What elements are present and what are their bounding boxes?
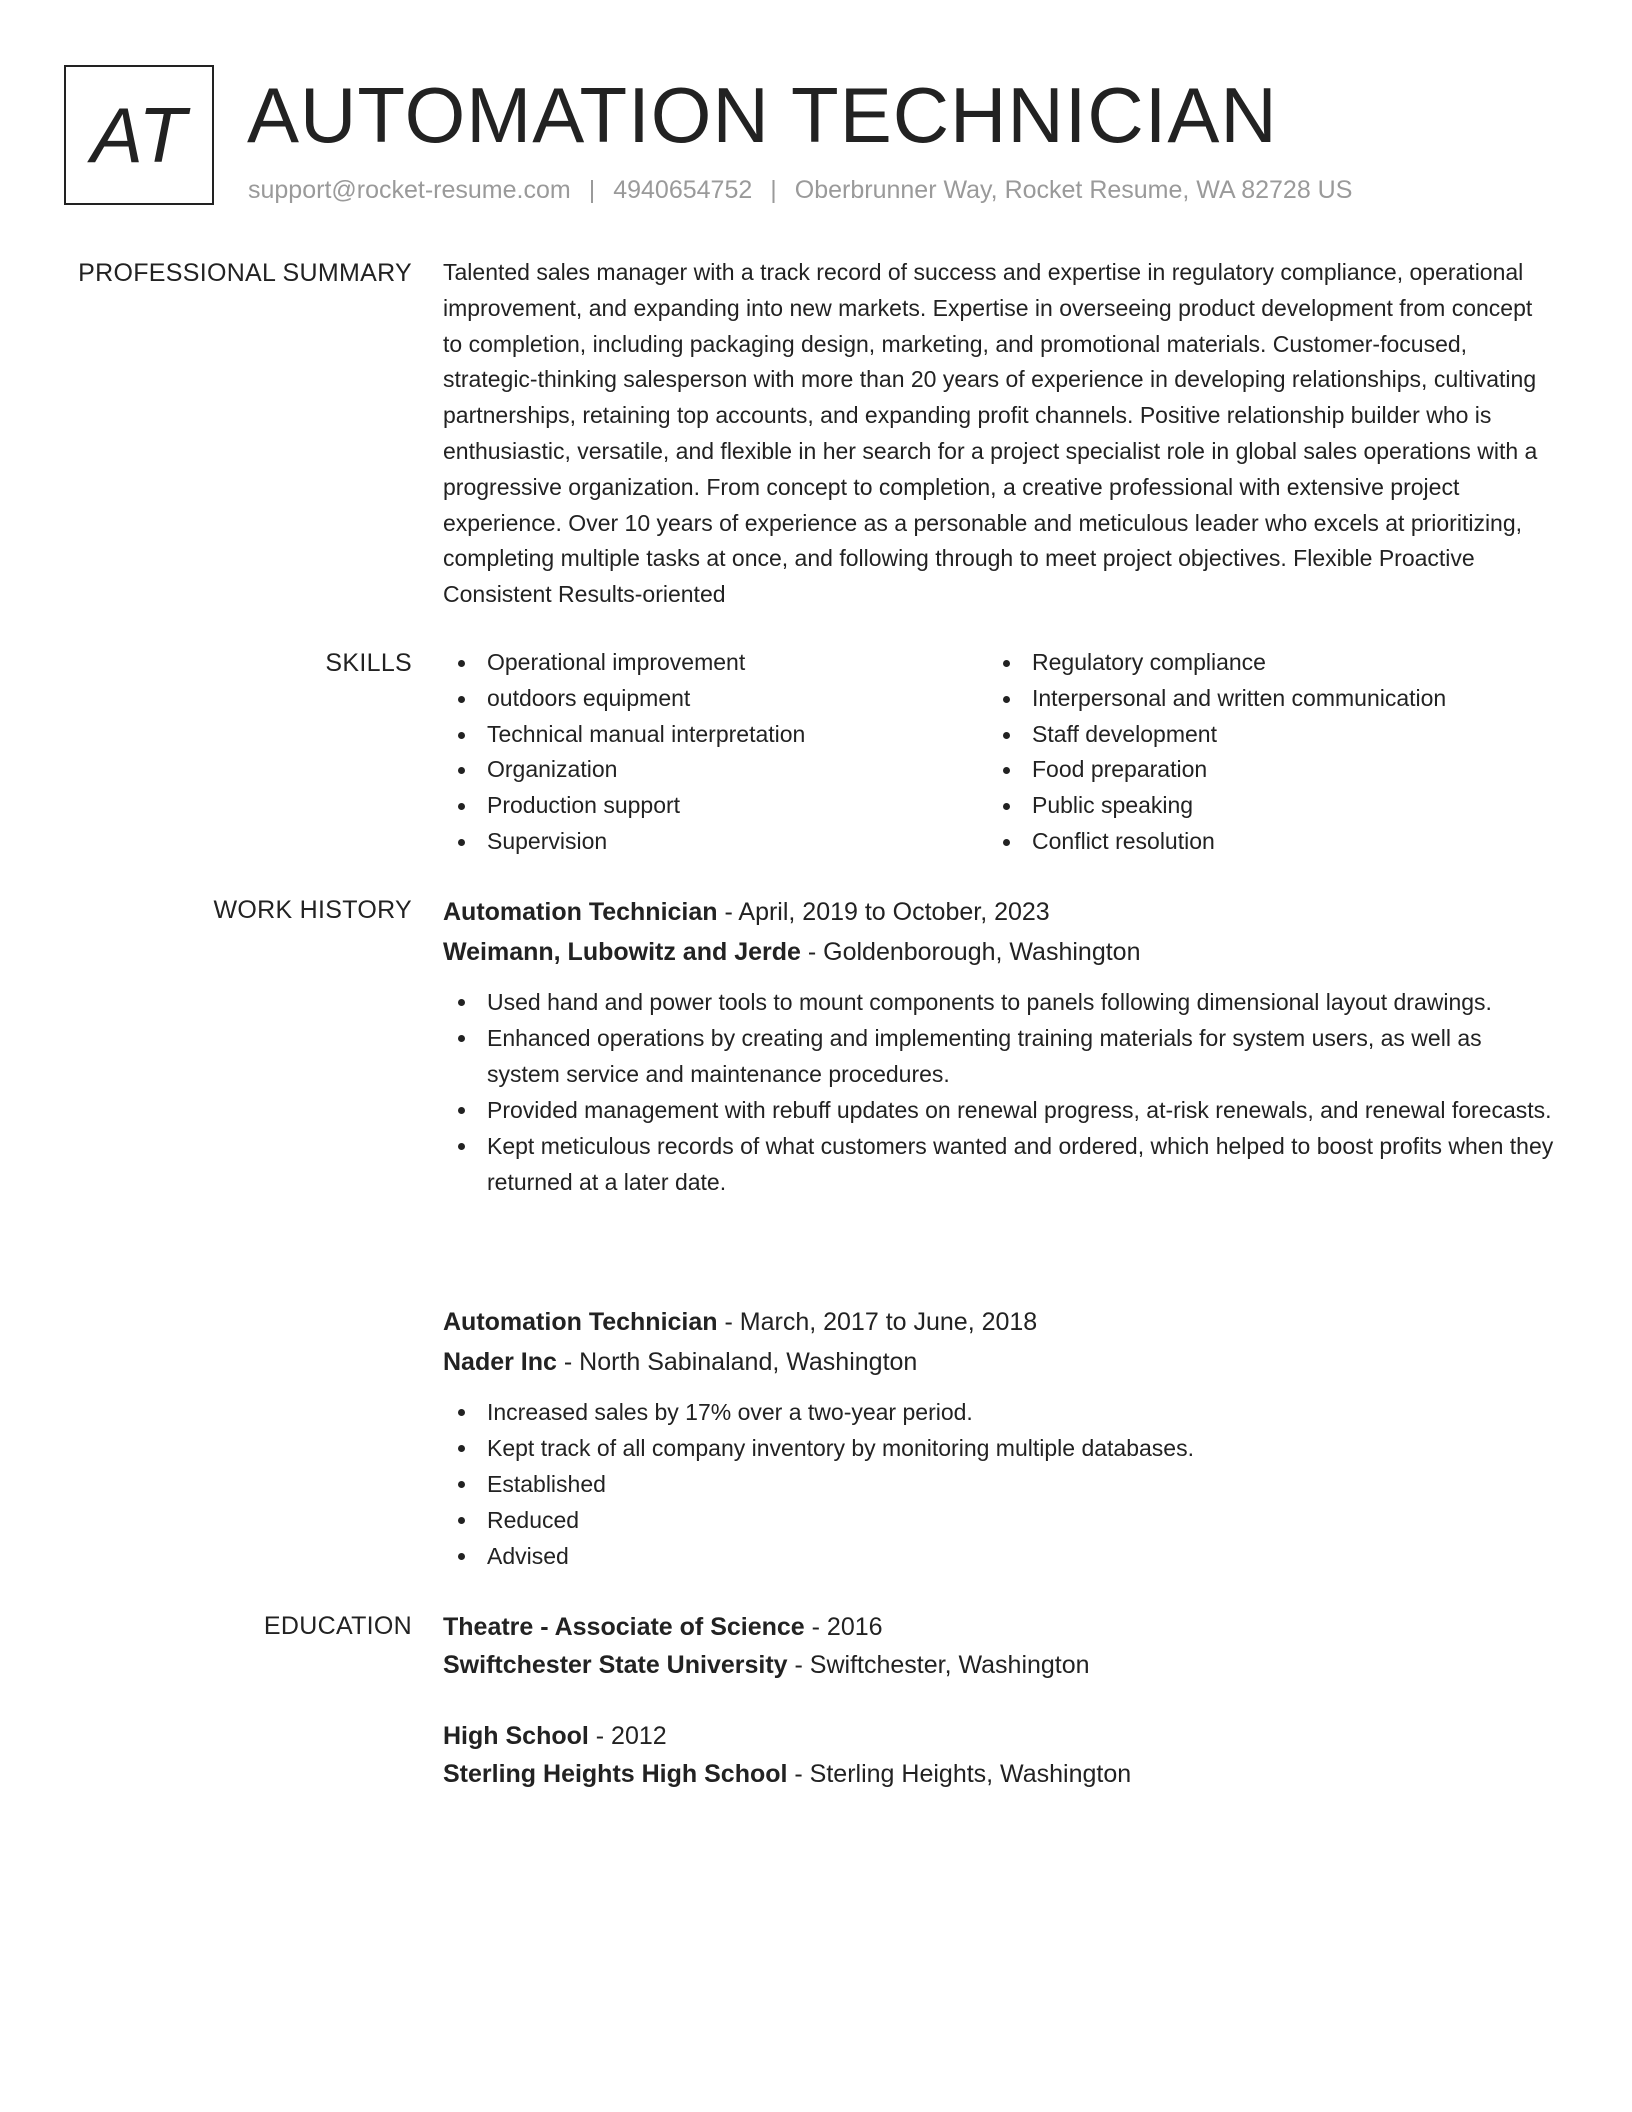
job-bullet: Enhanced operations by creating and implementing training materials for system users, as well as system service and maintenance procedures. xyxy=(443,1020,1555,1092)
job-bullet: Kept track of all company inventory by monitoring multiple databases. xyxy=(443,1430,1555,1466)
education-location: - Swiftchester, Washington xyxy=(787,1651,1090,1679)
contact-address: Oberbrunner Way, Rocket Resume, WA 82728 US xyxy=(794,176,1353,204)
skill-item: Technical manual interpretation xyxy=(443,717,988,753)
skills-list-left xyxy=(443,645,988,860)
skills-list-right xyxy=(988,645,1533,860)
candidate-name: AUTOMATION TECHNICIAN xyxy=(247,71,1278,159)
section-title-work: WORK HISTORY xyxy=(213,896,412,924)
skill-item: Conflict resolution xyxy=(988,824,1533,860)
skill-item: Food preparation xyxy=(988,752,1533,788)
education-school-line xyxy=(443,1646,1555,1684)
job-company: Weimann, Lubowitz and Jerde xyxy=(443,938,801,966)
skills-grid xyxy=(443,645,1555,860)
work-body-2 xyxy=(443,1302,1555,1574)
job-bullets xyxy=(443,984,1555,1200)
monogram-badge: AT xyxy=(64,65,214,205)
education-body-2 xyxy=(443,1717,1555,1793)
job-bullet: Reduced xyxy=(443,1502,1555,1538)
education-school: Swiftchester State University xyxy=(443,1651,788,1679)
skill-item: Operational improvement xyxy=(443,645,988,681)
education-degree: High School xyxy=(443,1722,589,1750)
summary-body xyxy=(443,255,1555,613)
job-bullet: Used hand and power tools to mount components to panels following dimensional layout drawings. xyxy=(443,984,1555,1020)
education-degree-line xyxy=(443,1717,1555,1755)
education-school-line xyxy=(443,1755,1555,1793)
section-title-summary: PROFESSIONAL SUMMARY xyxy=(78,259,412,287)
job-bullets xyxy=(443,1394,1555,1574)
contact-phone[interactable]: 4940654752 xyxy=(613,176,753,204)
education-school: Sterling Heights High School xyxy=(443,1760,788,1788)
summary-text: Talented sales manager with a track record of success and expertise in regulatory compliance, operational improvement, and expanding into new markets. Expertise in overseeing product development from concept to completion, including packaging design, marketing, and promotional materials. Customer-focused, strategic-thinking salesperson with more than 20 years of experience in developing relationships, cultivating partnerships, retaining top accounts, and expanding profit channels. Positive relationship builder who is enthusiastic, versatile, and flexible in her search for a project specialist role in global sales operations with a progressive organization. From concept to completion, a creative professional with extensive project experience. Over 10 years of experience as a personable and meticulous leader who excels at prioritizing, completing multiple tasks at once, and following through to meet project objectives. Flexible Proactive Consistent Results-oriented xyxy=(443,259,1538,608)
job-company: Nader Inc xyxy=(443,1348,557,1376)
job-company-line xyxy=(443,1342,1555,1382)
job-dates: - April, 2019 to October, 2023 xyxy=(717,898,1050,926)
skill-item: Regulatory compliance xyxy=(988,645,1533,681)
job-bullet: Increased sales by 17% over a two-year period. xyxy=(443,1394,1555,1430)
education-year: - 2012 xyxy=(588,1722,667,1750)
job-bullet: Established xyxy=(443,1466,1555,1502)
education-entry xyxy=(443,1717,1555,1793)
skill-item: Staff development xyxy=(988,717,1533,753)
skills-body xyxy=(443,645,1555,860)
contact-separator: | xyxy=(770,176,777,204)
education-location: - Sterling Heights, Washington xyxy=(787,1760,1132,1788)
skill-item: Organization xyxy=(443,752,988,788)
job-location: - Goldenborough, Washington xyxy=(800,938,1141,966)
education-degree: Theatre - Associate of Science xyxy=(443,1613,805,1641)
section-title-skills: SKILLS xyxy=(325,649,412,677)
job-bullet: Provided management with rebuff updates on renewal progress, at-risk renewals, and renewal forecasts. xyxy=(443,1092,1555,1128)
resume-header xyxy=(64,65,1564,210)
job-entry xyxy=(443,892,1555,1200)
education-year: - 2016 xyxy=(804,1613,883,1641)
job-bullet: Advised xyxy=(443,1538,1555,1574)
job-entry xyxy=(443,1302,1555,1574)
work-body xyxy=(443,892,1555,1200)
education-entry xyxy=(443,1608,1555,1684)
skill-item: Production support xyxy=(443,788,988,824)
skill-item: Public speaking xyxy=(988,788,1533,824)
education-degree-line xyxy=(443,1608,1555,1646)
section-title-education: EDUCATION xyxy=(263,1612,412,1640)
job-location: - North Sabinaland, Washington xyxy=(556,1348,918,1376)
job-bullet: Kept meticulous records of what customers wanted and ordered, which helped to boost profits when they returned at a later date. xyxy=(443,1128,1555,1200)
contact-separator: | xyxy=(588,176,596,204)
contact-line xyxy=(248,173,1352,207)
job-role: Automation Technician xyxy=(443,1308,718,1336)
skill-item: Supervision xyxy=(443,824,988,860)
job-title-line xyxy=(443,1302,1555,1342)
job-company-line xyxy=(443,932,1555,972)
job-role: Automation Technician xyxy=(443,898,718,926)
skill-item: outdoors equipment xyxy=(443,681,988,717)
skill-item: Interpersonal and written communication xyxy=(988,681,1533,717)
job-dates: - March, 2017 to June, 2018 xyxy=(717,1308,1038,1336)
job-title-line xyxy=(443,892,1555,932)
contact-email[interactable]: support@rocket-resume.com xyxy=(248,176,571,204)
education-body xyxy=(443,1608,1555,1684)
